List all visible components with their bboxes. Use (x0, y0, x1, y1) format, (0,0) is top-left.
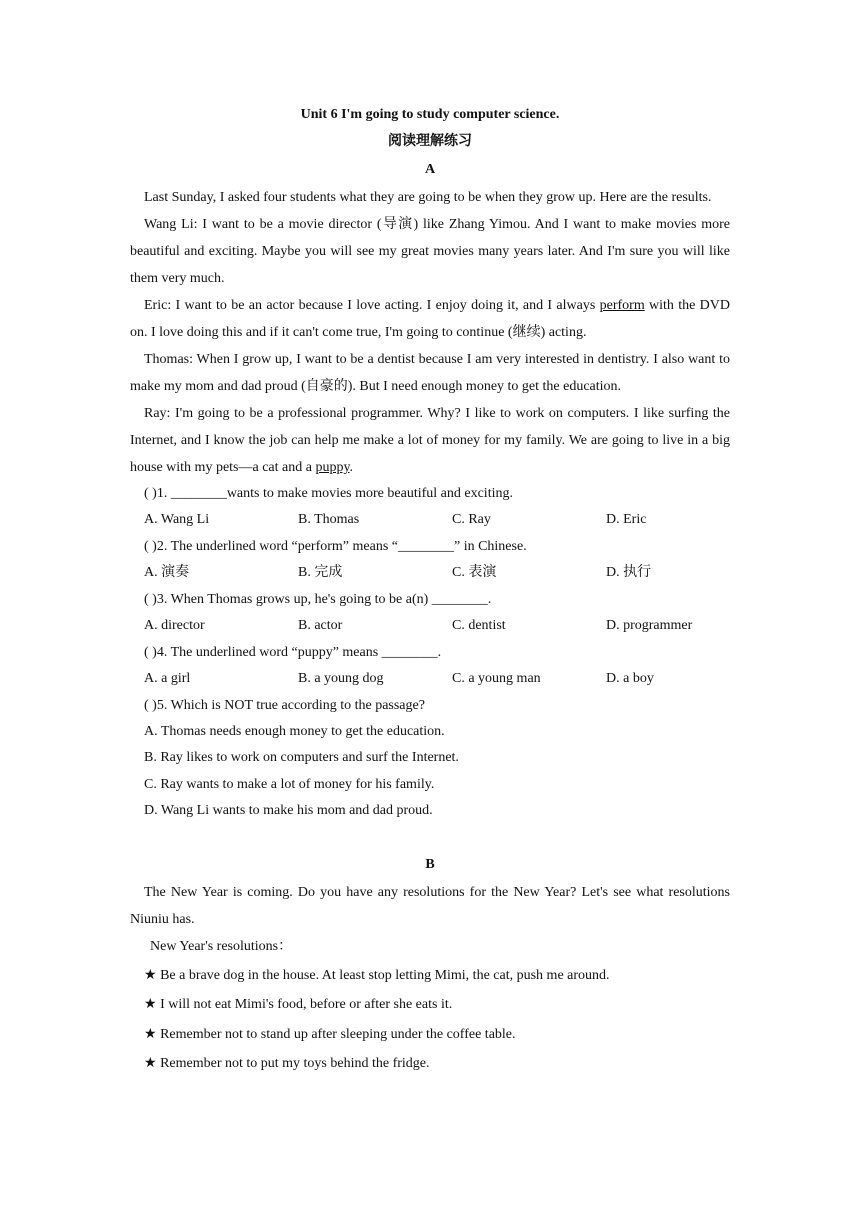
question-3: ( )3. When Thomas grows up, he's going to be a(n) ________. (144, 591, 492, 607)
question-1: ( )1. ________wants to make movies more beautiful and exciting. (144, 486, 513, 501)
passage-a-wangli: Wang Li: I want to be a movie director (导演) like Zhang Yimou. And I want to make movies more beautiful and exciting. Maybe you will see my great movies many years later. And I'm sure you will like them very much. (130, 217, 730, 286)
q2-option-c: C. 表演 (452, 565, 497, 581)
q4-option-d: D. a boy (606, 671, 654, 687)
q4-option-c: C. a young man (452, 671, 541, 687)
question-1-options (130, 507, 730, 534)
q2-option-d: D. 执行 (606, 565, 652, 581)
q4-option-a: A. a girl (144, 671, 191, 687)
ray-text-1: Ray: I'm going to be a professional programmer. Why? I like to work on computers. I like surfing the Internet, and I know the job can help me make a lot of money for my family. We are going to live in a big house with my pets—a cat and a (130, 406, 730, 475)
star-icon: ★ (144, 1025, 157, 1042)
resolution-item (130, 1049, 730, 1079)
q2-option-a: A. 演奏 (144, 565, 190, 581)
q3-option-c: C. dentist (452, 618, 506, 634)
passage-a-eric (130, 292, 730, 346)
question-3-options (130, 613, 730, 640)
q4-option-b: B. a young dog (298, 671, 384, 687)
resolutions-heading: New Year's resolutions： (150, 938, 293, 954)
document-subtitle: 阅读理解练习 (388, 134, 472, 149)
q1-option-b: B. Thomas (298, 512, 360, 528)
q3-option-d: D. programmer (606, 618, 693, 634)
eric-text-2: with the DVD on. I love doing this and if it can't come true, I'm going to continue (继续) acting. (130, 298, 731, 340)
resolution-text: Be a brave dog in the house. At least stop letting Mimi, the cat, push me around. (160, 967, 610, 983)
ray-text-2: . (349, 460, 354, 475)
question-2: ( )2. The underlined word “perform” means “________” in Chinese. (144, 538, 527, 554)
star-icon: ★ (144, 1055, 157, 1072)
q2-option-b: B. 完成 (298, 565, 343, 581)
resolution-text: Remember not to stand up after sleeping under the coffee table. (160, 1026, 516, 1042)
resolution-item (130, 1020, 730, 1050)
question-4: ( )4. The underlined word “puppy” means ________. (144, 644, 442, 660)
passage-a-thomas: Thomas: When I grow up, I want to be a dentist because I am very interested in dentistry. I also want to make my mom and dad proud (自豪的). But I need enough money to get the education. (130, 352, 730, 394)
q5-option-c: C. Ray wants to make a lot of money for his family. (144, 776, 435, 792)
q3-option-a: A. director (144, 618, 205, 634)
q3-option-b: B. actor (298, 618, 343, 634)
eric-text-1: Eric: I want to be an actor because I love acting. I enjoy doing it, and I always (144, 298, 600, 313)
q1-option-a: A. Wang Li (144, 512, 210, 528)
q5-option-d: D. Wang Li wants to make his mom and dad proud. (144, 803, 433, 819)
passage-a-ray (130, 400, 730, 481)
q1-option-d: D. Eric (606, 512, 647, 528)
star-icon: ★ (144, 966, 157, 983)
section-b-heading: B (425, 856, 435, 872)
q1-option-c: C. Ray (452, 512, 491, 528)
question-2-options (130, 560, 730, 587)
underlined-word-perform: perform (599, 298, 645, 313)
resolution-item (130, 990, 730, 1020)
document-title: Unit 6 I'm going to study computer science. (300, 107, 560, 122)
q5-option-b: B. Ray likes to work on computers and surf the Internet. (144, 750, 459, 766)
resolution-text: Remember not to put my toys behind the fridge. (160, 1056, 430, 1072)
resolution-item (130, 961, 730, 991)
question-4-options (130, 666, 730, 693)
question-5: ( )5. Which is NOT true according to the passage? (144, 697, 425, 713)
passage-a-intro: Last Sunday, I asked four students what they are going to be when they grow up. Here are the results. (144, 190, 712, 205)
resolution-text: I will not eat Mimi's food, before or after she eats it. (160, 997, 453, 1013)
underlined-word-puppy: puppy (315, 460, 350, 475)
star-icon: ★ (144, 996, 157, 1013)
section-spacer (130, 825, 730, 851)
q5-option-a: A. Thomas needs enough money to get the education. (144, 724, 445, 740)
section-a-heading: A (424, 162, 436, 177)
passage-b-intro: The New Year is coming. Do you have any resolutions for the New Year? Let's see what resolutions Niuniu has. (130, 884, 730, 927)
